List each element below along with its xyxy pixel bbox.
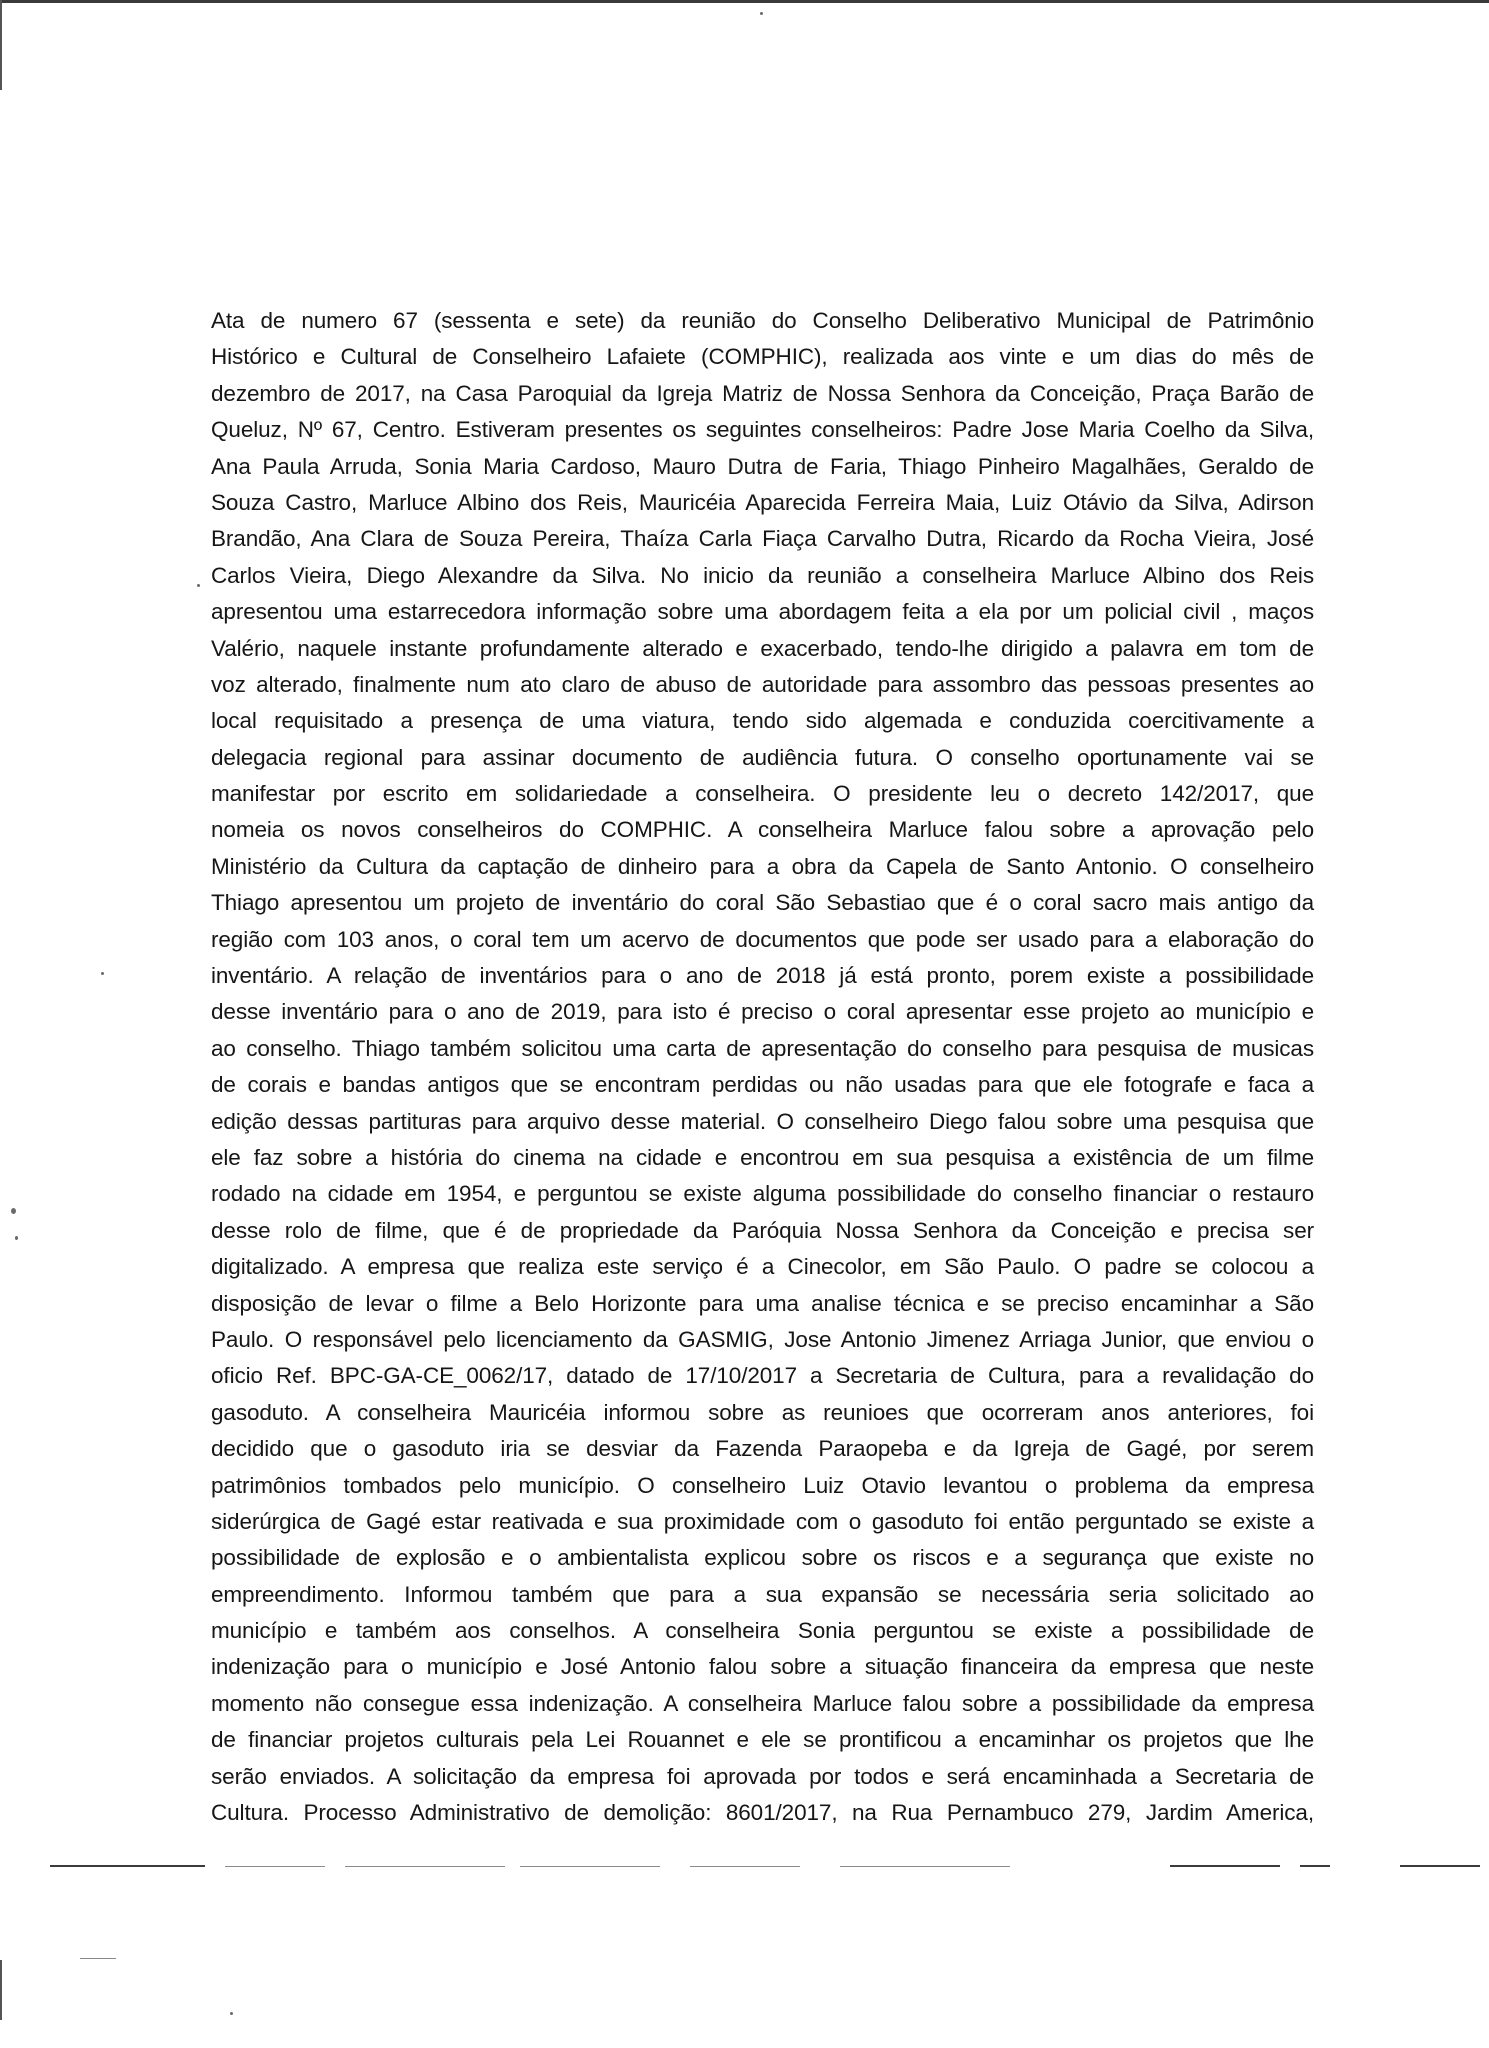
scan-fold-line: [345, 1866, 505, 1867]
minutes-line: Thiago apresentou um projeto de inventário do coral São Sebastiao que é o coral sacro mais antigo da: [211, 890, 1314, 916]
minutes-line: oficio Ref. BPC-GA-CE_0062/17, datado de 17/10/2017 a Secretaria de Cultura, para a revalidação do: [211, 1363, 1314, 1389]
scan-speck: [11, 1208, 16, 1214]
minutes-line: desse inventário para o ano de 2019, para isto é preciso o coral apresentar esse projeto ao município e: [211, 999, 1314, 1025]
minutes-line: gasoduto. A conselheira Mauricéia informou sobre as reunioes que ocorreram anos anteriores, foi: [211, 1399, 1314, 1425]
minutes-line: indenização para o município e José Antonio falou sobre a situação financeira da empresa que neste: [211, 1654, 1314, 1680]
minutes-line: possibilidade de explosão e o ambientalista explicou sobre os riscos e a segurança que existe no: [211, 1545, 1314, 1571]
scan-fold-line: [1170, 1865, 1280, 1867]
minutes-line: Ministério da Cultura da captação de dinheiro para a obra da Capela de Santo Antonio. O conselheiro: [211, 853, 1314, 879]
scan-left-edge-mark: [0, 0, 2, 90]
minutes-line: Ata de numero 67 (sessenta e sete) da reunião do Conselho Deliberativo Municipal de Patrimônio: [211, 308, 1314, 333]
minutes-line: rodado na cidade em 1954, e perguntou se existe alguma possibilidade do conselho financiar o restauro: [211, 1181, 1314, 1207]
scan-speck: [197, 584, 200, 587]
minutes-line: disposição de levar o filme a Belo Horizonte para uma analise técnica e se preciso encaminhar a São: [211, 1290, 1314, 1316]
scan-fold-line: [1400, 1865, 1480, 1867]
minutes-line: desse rolo de filme, que é de propriedade da Paróquia Nossa Senhora da Conceição e precisa ser: [211, 1217, 1314, 1243]
scan-speck: [15, 1236, 18, 1240]
minutes-line: [211, 1831, 1314, 1867]
scan-speck: [230, 2012, 233, 2015]
minutes-line: Valério, naquele instante profundamente alterado e exacerbado, tendo-lhe dirigido a palavra em tom de: [211, 635, 1314, 661]
minutes-body: [211, 303, 1314, 1868]
minutes-line: Brandão, Ana Clara de Souza Pereira, Thaíza Carla Fiaça Carvalho Dutra, Ricardo da Rocha Vieira, José: [211, 526, 1314, 552]
minutes-line: ele faz sobre a história do cinema na cidade e encontrou em sua pesquisa a existência de um filme: [211, 1144, 1314, 1170]
minutes-line: serão enviados. A solicitação da empresa foi aprovada por todos e será encaminhada a Secretaria de: [211, 1763, 1314, 1789]
minutes-line: Queluz, Nº 67, Centro. Estiveram presentes os seguintes conselheiros: Padre Jose Maria Coelho da Silva,: [211, 417, 1314, 443]
minutes-line: de financiar projetos culturais pela Lei Rouannet e ele se prontificou a encaminhar os projetos que lhe: [211, 1727, 1314, 1753]
scan-fold-line: [1300, 1865, 1330, 1867]
minutes-line: voz alterado, finalmente num ato claro de abuso de autoridade para assombro das pessoas presentes ao: [211, 671, 1314, 697]
scan-speck: [101, 972, 104, 975]
minutes-line: de corais e bandas antigos que se encontram perdidas ou não usadas para que ele fotografe e faca a: [211, 1072, 1314, 1098]
minutes-line: delegacia regional para assinar documento de audiência futura. O conselho oportunamente vai se: [211, 744, 1314, 770]
scan-fold-line: [690, 1866, 800, 1867]
minutes-line: decidido que o gasoduto iria se desviar da Fazenda Paraopeba e da Igreja de Gagé, por serem: [211, 1436, 1314, 1462]
minutes-line: Cultura. Processo Administrativo de demolição: 8601/2017, na Rua Pernambuco 279, Jardim America,: [211, 1800, 1314, 1826]
minutes-line: edição dessas partituras para arquivo desse material. O conselheiro Diego falou sobre uma pesquisa que: [211, 1108, 1314, 1134]
minutes-line: nomeia os novos conselheiros do COMPHIC. A conselheira Marluce falou sobre a aprovação pelo: [211, 817, 1314, 843]
minutes-line: local requisitado a presença de uma viatura, tendo sido algemada e conduzida coercitivamente a: [211, 708, 1314, 734]
minutes-line: manifestar por escrito em solidariedade a conselheira. O presidente leu o decreto 142/2017, que: [211, 781, 1314, 807]
minutes-line: ao conselho. Thiago também solicitou uma carta de apresentação do conselho para pesquisa de musicas: [211, 1035, 1314, 1061]
minutes-line: empreendimento. Informou também que para a sua expansão se necessária seria solicitado ao: [211, 1581, 1314, 1607]
scan-speck: [760, 12, 763, 15]
scan-top-edge: [0, 0, 1489, 3]
minutes-line: inventário. A relação de inventários para o ano de 2018 já está pronto, porem existe a possibilidade: [211, 963, 1314, 989]
scan-fold-line: [225, 1866, 325, 1867]
minutes-line: Histórico e Cultural de Conselheiro Lafaiete (COMPHIC), realizada aos vinte e um dias do mês de: [211, 344, 1314, 370]
minutes-line: siderúrgica de Gagé estar reativada e sua proximidade com o gasoduto foi então perguntado se existe a: [211, 1508, 1314, 1534]
minutes-line: Souza Castro, Marluce Albino dos Reis, Mauricéia Aparecida Ferreira Maia, Luiz Otávio da Silva, Adirson: [211, 489, 1314, 515]
scan-fold-line: [840, 1866, 1010, 1867]
minutes-line: região com 103 anos, o coral tem um acervo de documentos que pode ser usado para a elaboração do: [211, 926, 1314, 952]
minutes-line: apresentou uma estarrecedora informação sobre uma abordagem feita a ela por um policial civil , maços: [211, 599, 1314, 625]
scan-left-edge-mark: [0, 1960, 2, 2020]
minutes-line: momento não consegue essa indenização. A conselheira Marluce falou sobre a possibilidade da empresa: [211, 1690, 1314, 1716]
minutes-line: digitalizado. A empresa que realiza este serviço é a Cinecolor, em São Paulo. O padre se colocou a: [211, 1254, 1314, 1280]
minutes-line: patrimônios tombados pelo município. O conselheiro Luiz Otavio levantou o problema da empresa: [211, 1472, 1314, 1498]
minutes-line: município e também aos conselhos. A conselheira Sonia perguntou se existe a possibilidade de: [211, 1618, 1314, 1644]
minutes-line: Carlos Vieira, Diego Alexandre da Silva. No inicio da reunião a conselheira Marluce Albino dos Reis: [211, 562, 1314, 588]
minutes-line: Ana Paula Arruda, Sonia Maria Cardoso, Mauro Dutra de Faria, Thiago Pinheiro Magalhães, Geraldo de: [211, 453, 1314, 479]
minutes-line: dezembro de 2017, na Casa Paroquial da Igreja Matriz de Nossa Senhora da Conceição, Praça Barão de: [211, 380, 1314, 406]
scan-fold-line: [80, 1958, 116, 1959]
minutes-line: Paulo. O responsável pelo licenciamento da GASMIG, Jose Antonio Jimenez Arriaga Junior, que enviou o: [211, 1326, 1314, 1352]
scan-fold-line: [520, 1866, 660, 1867]
scan-fold-line: [50, 1865, 205, 1867]
